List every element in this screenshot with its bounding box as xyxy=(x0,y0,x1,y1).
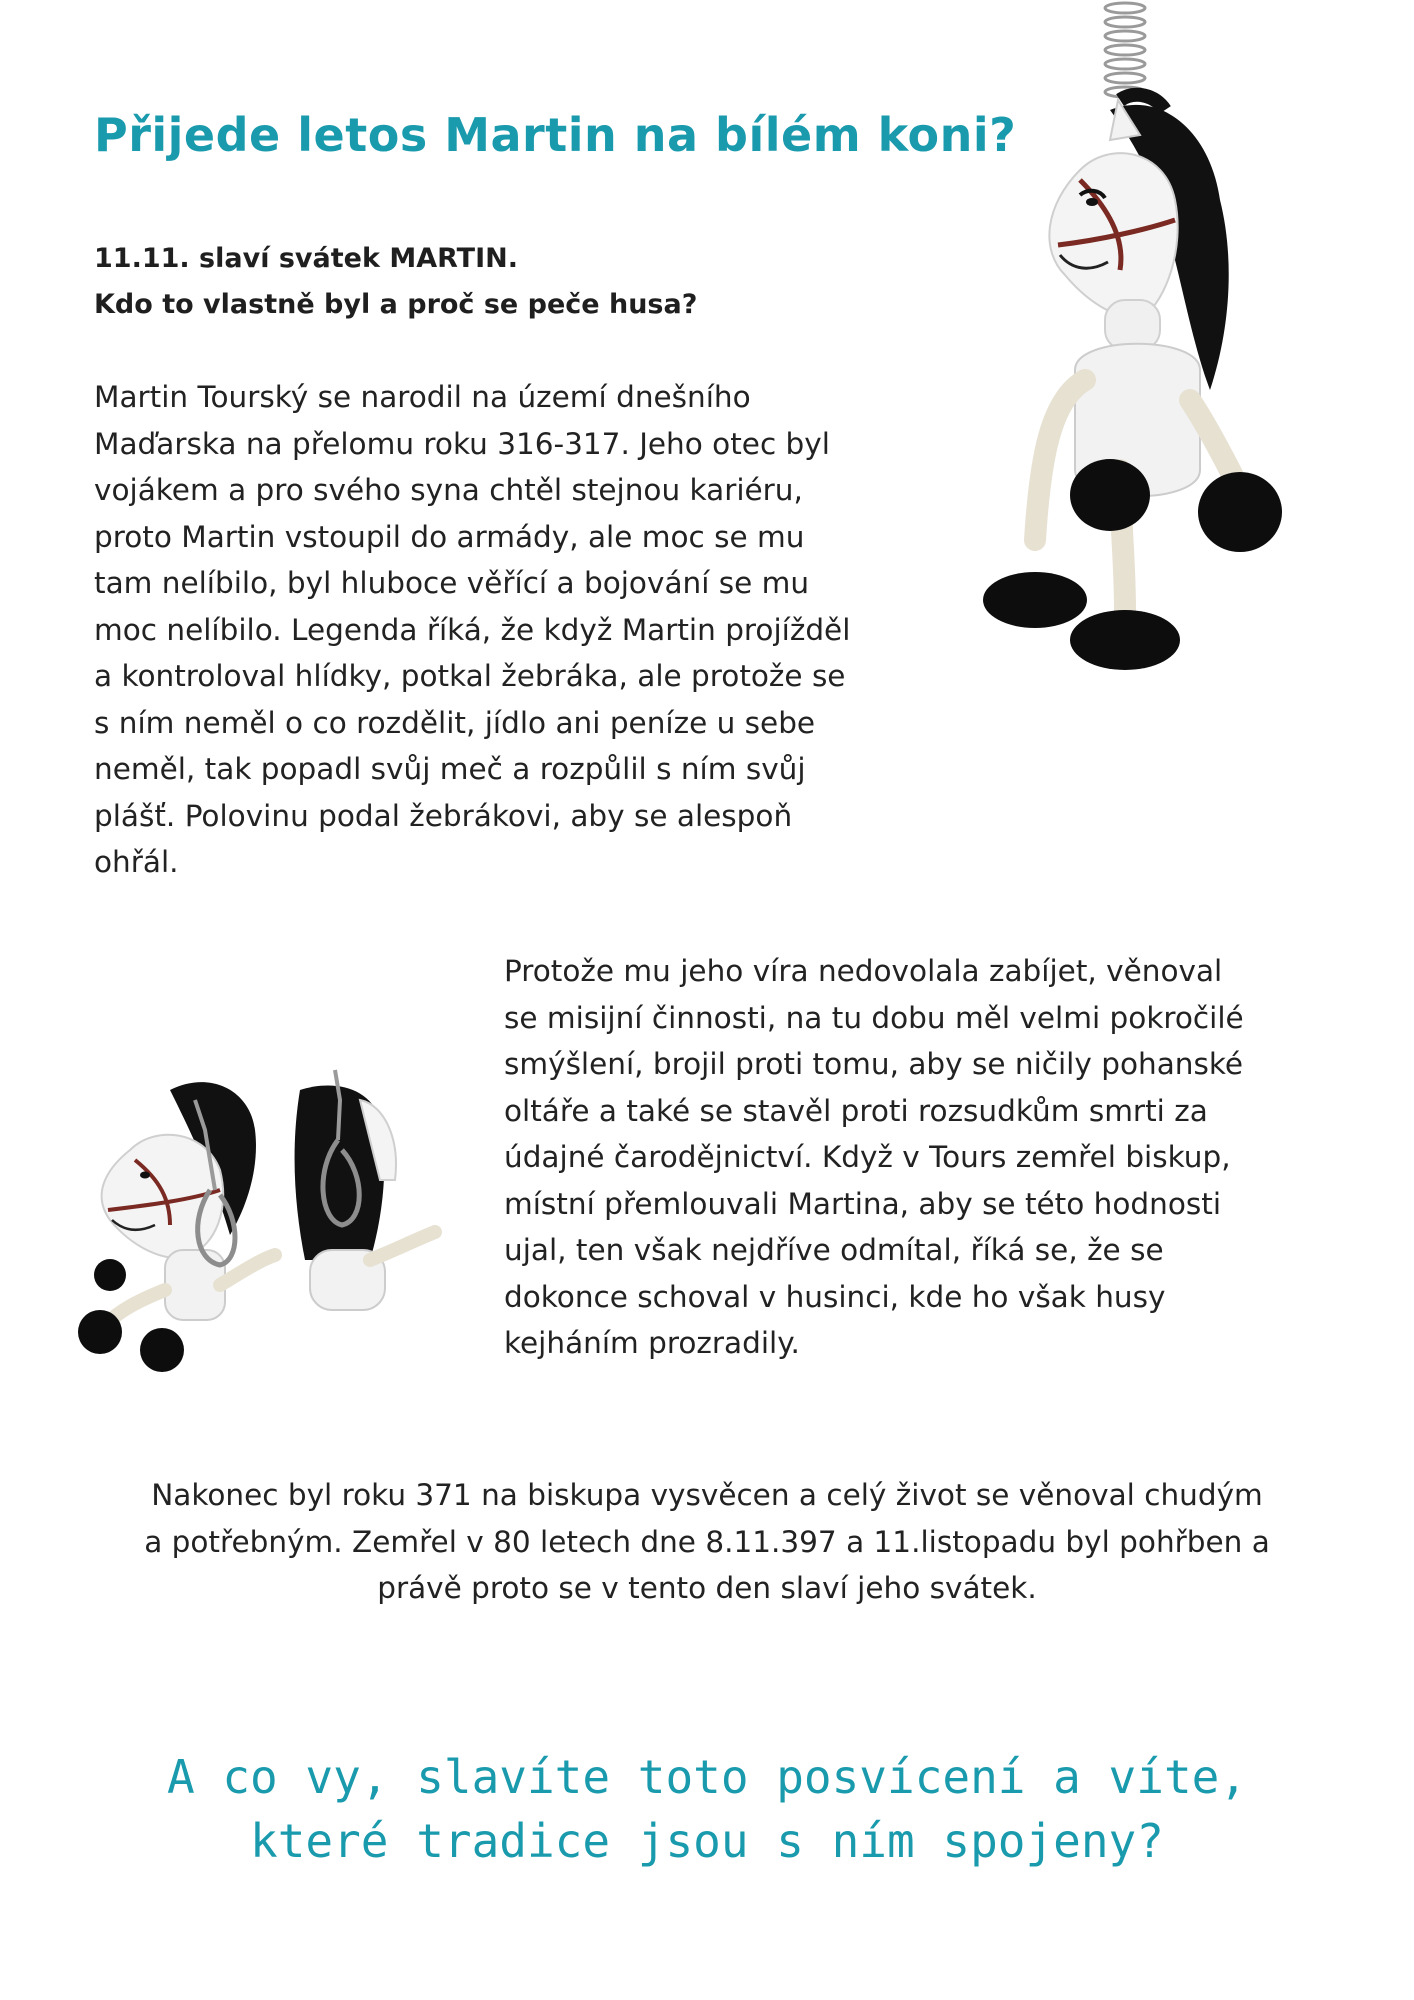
text-line: se misijní činnosti, na tu dobu měl velmi pokročilé xyxy=(504,1000,1244,1035)
text-line: Maďarska na přelomu roku 316-317. Jeho otec byl xyxy=(94,426,830,461)
keychain-horse-back xyxy=(295,1070,435,1310)
text-line: smýšlení, brojil proti tomu, aby se ničily pohanské xyxy=(504,1047,1244,1081)
text-line: ujal, ten však nejdříve odmítal, říká se, že se xyxy=(504,1233,1164,1267)
text-line: vojákem a pro svého syna chtěl stejnou kariéru, xyxy=(94,473,803,507)
text-line: kejháním prozradily. xyxy=(504,1326,800,1360)
text-line: s ním neměl o co rozdělit, jídlo ani peníze u sebe xyxy=(94,705,816,740)
text-line: Nakonec byl roku 371 na biskupa vysvěcen a celý život se věnoval chudým xyxy=(151,1478,1263,1512)
text-line: neměl, tak popadl svůj meč a rozpůlil s ním svůj xyxy=(94,752,806,786)
text-line: Martin Tourský se narodil na území dnešního xyxy=(94,380,751,414)
text-line: Protože mu jeho víra nedovolala zabíjet, věnoval xyxy=(504,954,1223,988)
text-line: dokonce schoval v husinci, kde ho však husy xyxy=(504,1279,1166,1314)
text-line: plášť. Polovinu podal žebrákovi, aby se alespoň xyxy=(94,798,793,833)
paragraph-intro xyxy=(94,374,934,886)
keychain-horses-image xyxy=(70,1060,450,1380)
text-line: právě proto se v tento den slaví jeho svátek. xyxy=(377,1571,1037,1605)
keychain-horse-front xyxy=(78,1082,275,1372)
subtitle-line: Kdo to vlastně byl a proč se peče husa? xyxy=(94,289,698,320)
subtitle xyxy=(94,236,697,328)
text-line: tam nelíbilo, byl hluboce věřící a bojování se mu xyxy=(94,566,810,600)
hanging-horse-toy-image xyxy=(960,0,1290,680)
closing-line: které tradice jsou s ním spojeny? xyxy=(250,1814,1164,1868)
text-line: moc nelíbilo. Legenda říká, že když Martin projížděl xyxy=(94,612,851,647)
text-line: a kontroloval hlídky, potkal žebráka, ale protože se xyxy=(94,659,846,693)
page-title: Přijede letos Martin na bílém koni? xyxy=(94,108,1017,162)
paragraph-mission xyxy=(504,948,1344,1367)
subtitle-line: 11.11. slaví svátek MARTIN. xyxy=(94,243,518,274)
text-line: místní přemlouvali Martina, aby se této hodnosti xyxy=(504,1186,1222,1221)
text-line: ohřál. xyxy=(94,845,179,879)
text-line: a potřebným. Zemřel v 80 letech dne 8.11.397 a 11.listopadu byl pohřben a xyxy=(144,1524,1270,1559)
text-line: oltáře a také se stavěl proti rozsudkům smrti za xyxy=(504,1093,1208,1128)
text-line: údajné čarodějnictví. Když v Tours zemřel biskup, xyxy=(504,1140,1231,1174)
paragraph-bishop xyxy=(60,1472,1354,1612)
closing-line: A co vy, slavíte toto posvícení a víte, xyxy=(166,1750,1248,1804)
text-line: proto Martin vstoupil do armády, ale moc se mu xyxy=(94,519,805,554)
closing-question xyxy=(60,1745,1354,1873)
